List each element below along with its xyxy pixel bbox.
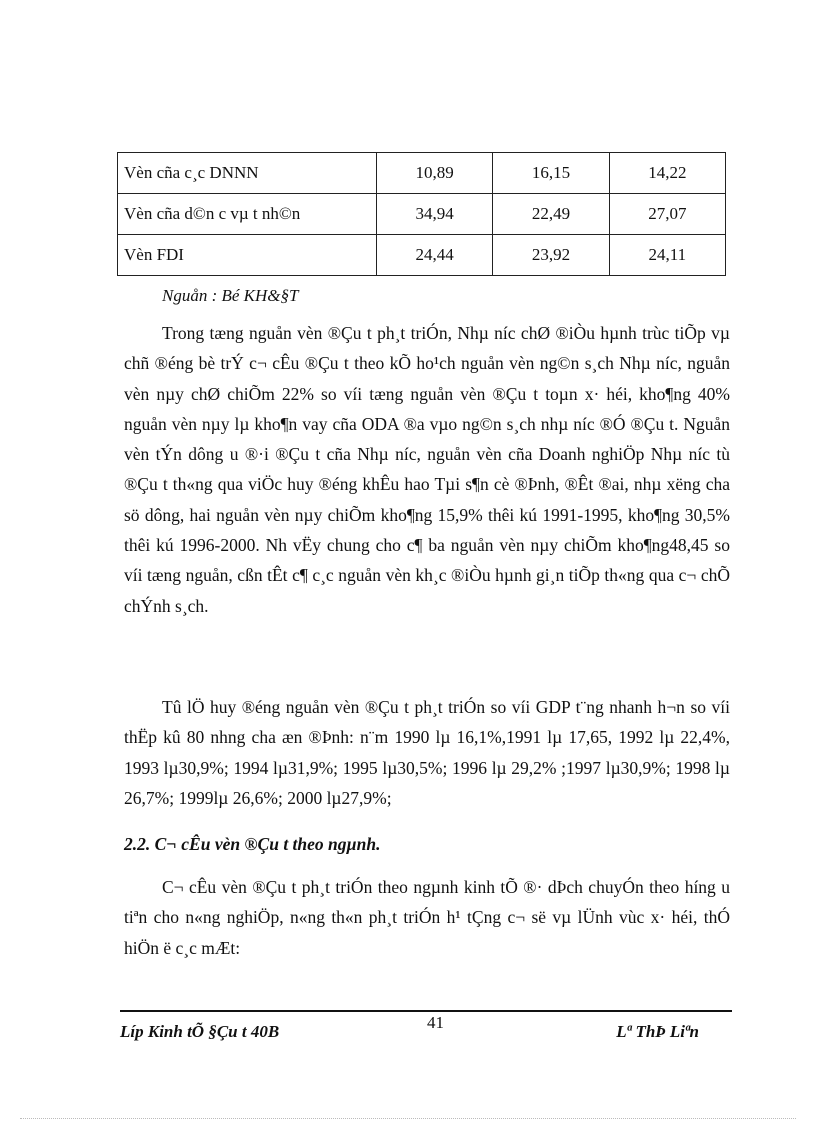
table-row bbox=[118, 194, 726, 235]
table-row bbox=[118, 153, 726, 194]
cell-value: 16,15 bbox=[493, 153, 609, 194]
footer-divider bbox=[120, 1010, 732, 1012]
footer-author-name: Lª ThÞ Liªn bbox=[616, 1022, 699, 1041]
row-label: Vèn cña c¸c DNNN bbox=[118, 153, 377, 194]
cell-value: 34,94 bbox=[377, 194, 493, 235]
page-number: 41 bbox=[427, 1013, 444, 1032]
cell-value: 24,11 bbox=[609, 235, 725, 276]
paragraph-sector-structure: C¬ cÊu vèn ®Çu t ph¸t triÓn theo ngµnh kinh tÕ ®· dÞch chuyÓn theo híng u tiªn cho n«ng nghiÖp, n«ng th«n ph¸t triÓn h¹ tÇng c¬ së vµ lÜnh vùc x· héi, thÓ hiÖn ë c¸c mÆt: bbox=[124, 877, 730, 958]
row-label: Vèn FDI bbox=[118, 235, 377, 276]
cell-value: 10,89 bbox=[377, 153, 493, 194]
cell-value: 23,92 bbox=[493, 235, 609, 276]
table-row bbox=[118, 235, 726, 276]
footer-class-name: Líp Kinh tÕ §Çu t 40B bbox=[120, 1022, 280, 1041]
investment-table bbox=[117, 152, 726, 276]
cell-value: 24,44 bbox=[377, 235, 493, 276]
paragraph-gdp-ratio: Tû lÖ huy ®éng nguån vèn ®Çu t ph¸t triÓn so víi GDP t¨ng nhanh h¬n so víi thËp kû 80 nhng cha æn ®Þnh: n¨m 1990 lµ 16,1%,1991 lµ 17,65, 1992 lµ 22,4%, 1993 lµ30,9%; 1994 lµ31,9%; 1995 lµ30,5%; 1996 lµ 29,2% ;1997 lµ30,9%; 1998 lµ 26,7%; 1999lµ 26,6%; 2000 lµ27,9%; bbox=[124, 697, 730, 808]
cell-value: 14,22 bbox=[609, 153, 725, 194]
page-edge-divider bbox=[20, 1118, 796, 1119]
table-source-note: Nguån : Bé KH&§T bbox=[162, 286, 299, 305]
section-heading: 2.2. C¬ cÊu vèn ®Çu t theo ngµnh. bbox=[124, 834, 381, 854]
paragraph-capital-structure: Trong tæng nguån vèn ®Çu t ph¸t triÓn, Nhµ níc chØ ®iÒu hµnh trùc tiÕp vµ chñ ®éng bè trÝ c¬ cÊu ®Çu t theo kÕ ho¹ch nguån vèn ng©n s¸ch Nhµ níc, nguån vèn nµy chØ chiÕm 22% so víi tæng nguån vèn ®Çu t toµn x· héi, kho¶ng 40% nguån vèn nµy lµ kho¶n vay cña ODA ®a vµo ng©n s¸ch nhµ níc ®Ó ®Çu t. Nguån vèn tÝn dông u ®·i ®Çu t cña Nhµ níc, nguån vèn cña Doanh nghiÖp Nhµ níc tù ®Çu t th«ng qua viÖc huy ®éng khÊu hao Tµi s¶n cè ®Þnh, ®Êt ®ai, nhµ xëng cha sö dông, hai nguån vèn nµy chiÕm kho¶ng 15,9% thêi kú 1991-1995, kho¶ng 30,5% thêi kú 1996-2000. Nh vËy chung cho c¶ ba nguån vèn nµy chiÕm kho¶ng48,45 so víi tæng nguån, cßn tÊt c¶ c¸c nguån vèn kh¸c ®iÒu hµnh gi¸n tiÕp th«ng qua c¬ chÕ chÝnh s¸ch. bbox=[124, 323, 730, 616]
cell-value: 27,07 bbox=[609, 194, 725, 235]
row-label: Vèn cña d©n c vµ t nh©n bbox=[118, 194, 377, 235]
cell-value: 22,49 bbox=[493, 194, 609, 235]
